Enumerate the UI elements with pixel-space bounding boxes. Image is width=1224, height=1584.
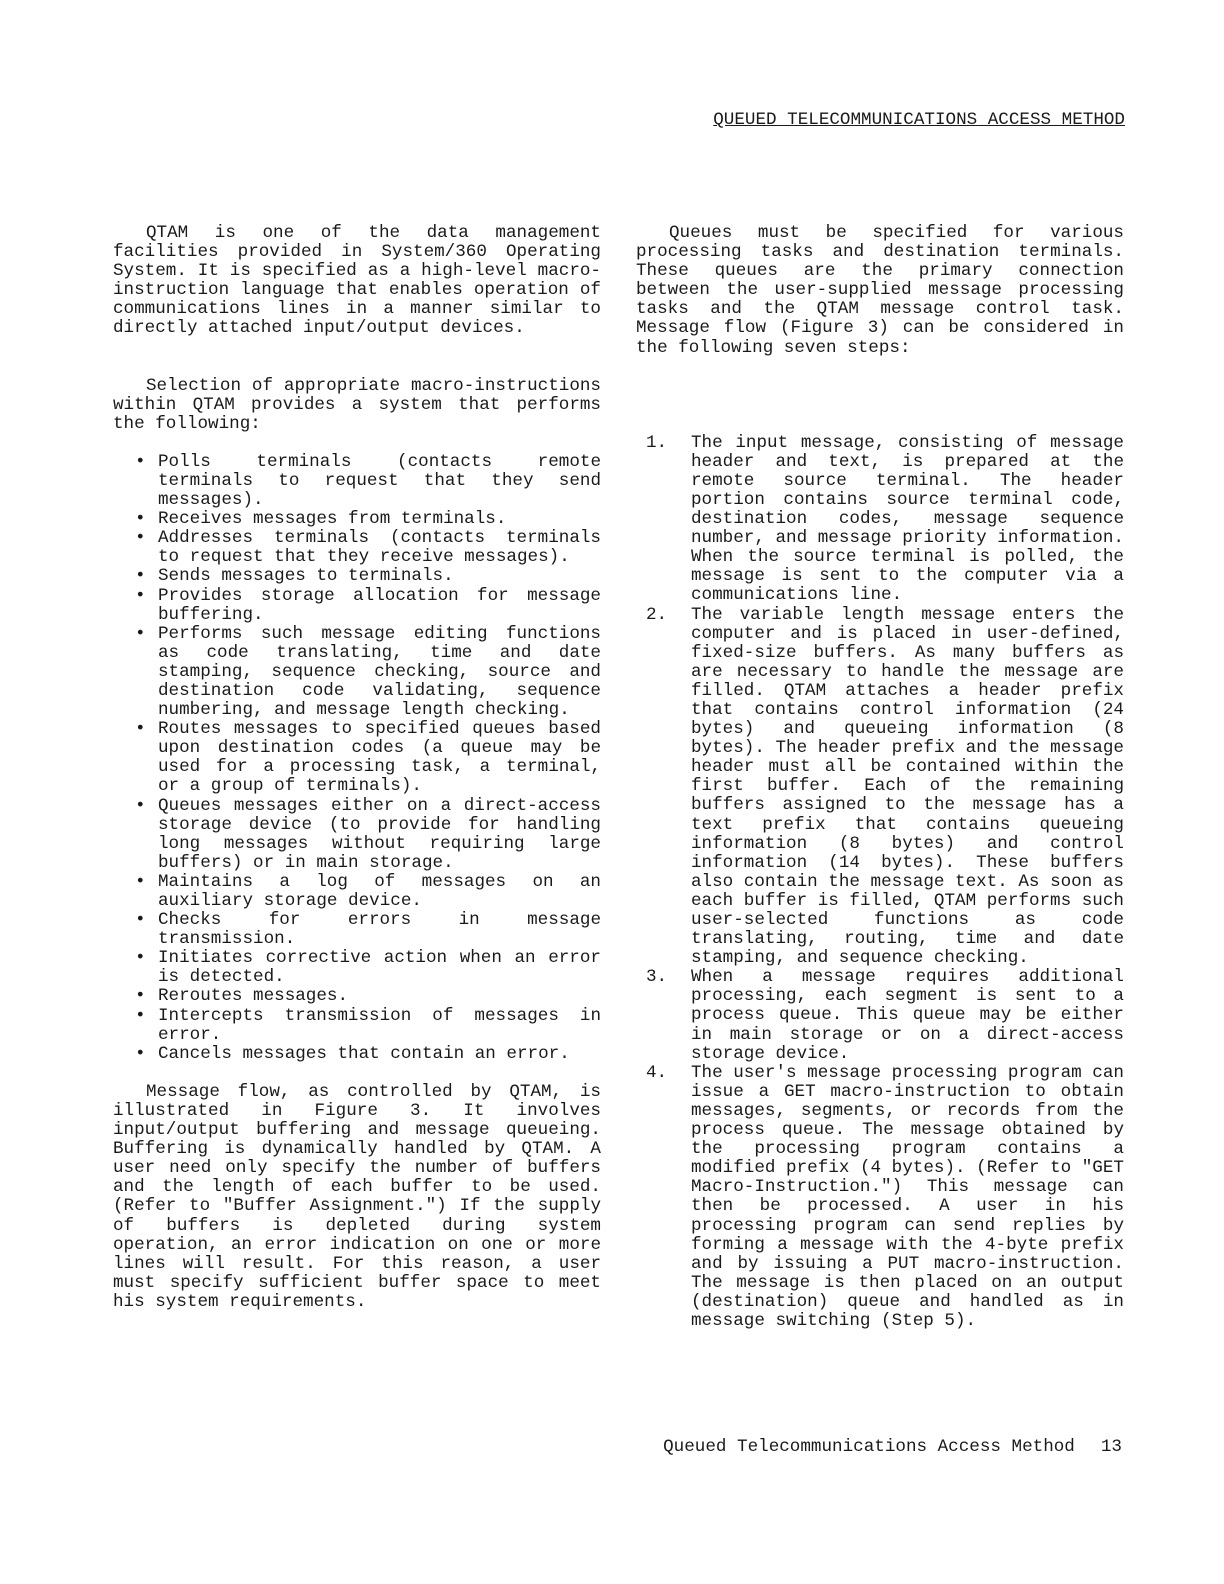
step-number: 4. [646,1062,668,1083]
step-text: The input message, consisting of message header and text, is prepared at the remote source terminal. The header portion contains source terminal code, destination codes, message sequence number, and message priority information. When the source terminal is polled, the message is sent to the computer via a communications line. [691,432,1124,606]
intro-paragraph: QTAM is one of the data management facilities provided in System/360 Operating System. It is specified as a high-level macro-instruction language that enables operation of communications lines in a manner similar to directly attached input/output devices. [113,223,601,339]
list-item: • Performs such message editing functions as code translating, time and date stamping, sequence checking, source and destination code validating, sequence numbering, and message length checking. [113,625,601,720]
function-list [113,453,601,1064]
steps-list [636,434,1124,1331]
running-header: QUEUED TELECOMMUNICATIONS ACCESS METHOD [713,110,1125,130]
step-text: The user's message processing program can issue a GET macro-instruction to obtain messages, segments, or records from the process queue. The message obtained by the processing program contains a modified prefix (4 bytes). (Refer to "GET Macro-Instruction.") This message can then be processed. A user in his processing program can send replies by forming a message with the 4-byte prefix and by issuing a PUT macro-instruction. The message is then placed on an output (destination) queue and handled as in message switching (Step 5). [691,1062,1124,1331]
list-item: • Routes messages to specified queues based upon destination codes (a queue may be used for a processing task, a terminal, or a group of terminals). [113,720,601,796]
page-footer [560,1438,1122,1457]
page-number: 13 [1100,1437,1122,1457]
step-text: The variable length message enters the computer and is placed in user-defined, fixed-size buffers. As many buffers as are necessary to handle the message are filled. QTAM attaches a header prefix that contains control information (24 bytes) and queueing information (8 bytes). The header prefix and the message header must all be contained within the first buffer. Each of the remaining buffers assigned to the message has a text prefix that contains queueing information (8 bytes) and control information (14 bytes). These buffers also contain the message text. As soon as each buffer is filled, QTAM performs such user-selected functions as code translating, routing, time and date stamping, and sequence checking. [691,604,1124,969]
list-item: • Provides storage allocation for message buffering. [113,587,601,625]
left-column [113,224,601,1312]
list-item: • Polls terminals (contacts remote terminals to request that they send messages). [113,453,601,510]
list-item: • Receives messages from terminals. [113,510,601,529]
list-item: • Sends messages to terminals. [113,567,601,586]
list-item: • Addresses terminals (contacts terminals to request that they receive messages). [113,529,601,567]
list-item [636,968,1124,1063]
list-item [636,1064,1124,1331]
list-item: • Initiates corrective action when an error is detected. [113,949,601,987]
step-text: When a message requires additional processing, each segment is sent to a process queue. This queue may be either in main storage or on a direct-access storage device. [691,967,1124,1064]
footer-title: Queued Telecommunications Access Method [663,1437,1075,1457]
queues-paragraph: Queues must be specified for various processing tasks and destination terminals. These queues are the primary connection between the user-supplied message processing tasks and the QTAM message control task. Message flow (Figure 3) can be considered in the following seven steps: [636,223,1124,358]
step-number: 1. [646,432,668,453]
list-item: • Cancels messages that contain an error. [113,1045,601,1064]
list-item: • Intercepts transmission of messages in error. [113,1007,601,1045]
list-item: • Reroutes messages. [113,987,601,1006]
list-item: • Queues messages either on a direct-access storage device (to provide for handling long messages without requiring large buffers) or in main storage. [113,797,601,873]
step-number: 2. [646,604,668,625]
step-number: 3. [646,967,668,988]
list-item [636,434,1124,606]
message-flow-paragraph: Message flow, as controlled by QTAM, is illustrated in Figure 3. It involves input/output buffering and message queueing. Buffering is dynamically handled by QTAM. A user need only specify the number of buffers and the length of each buffer to be used. (Refer to "Buffer Assignment.") If the supply of buffers is depleted during system operation, an error indication on one or more lines will result. For this reason, a user must specify sufficient buffer space to meet his system requirements. [113,1081,601,1312]
list-item: • Maintains a log of messages on an auxiliary storage device. [113,873,601,911]
list-item [636,606,1124,969]
selection-paragraph: Selection of appropriate macro-instructions within QTAM provides a system that performs the following: [113,375,601,434]
list-item: • Checks for errors in message transmission. [113,911,601,949]
right-column [636,224,1124,1331]
